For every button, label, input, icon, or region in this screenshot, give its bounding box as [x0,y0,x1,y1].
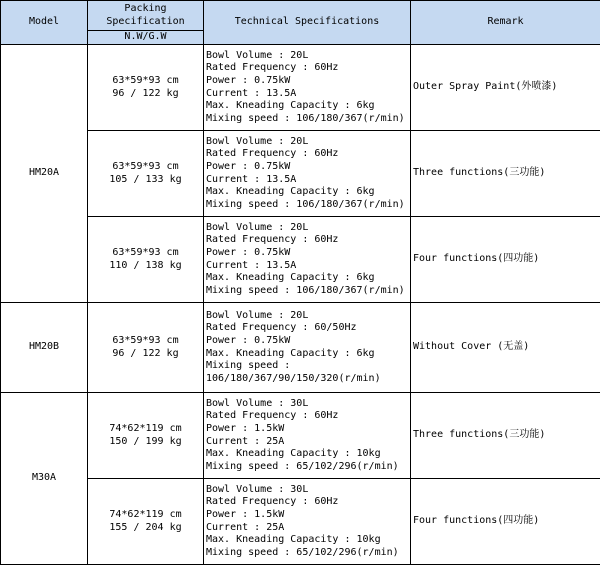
spec-line: Max. Kneading Capacity : 6kg [206,347,375,359]
packing-dimensions: 63*59*93 cm [112,246,179,258]
spec-line: Bowl Volume : 30L [206,483,309,495]
spec-line: Current : 13.5A [206,259,297,271]
spec-line: Current : 25A [206,521,285,533]
spec-line: Bowl Volume : 20L [206,49,309,61]
spec-line: Rated Frequency : 60Hz [206,496,339,508]
tech-spec-cell [204,393,411,479]
packing-dimensions: 63*59*93 cm [112,74,179,86]
remark-cell: Four functions(四功能) [411,217,600,303]
packing-dimensions: 74*62*119 cm [109,508,182,520]
spec-line: Mixing speed : 106/180/367(r/min) [206,284,405,296]
spec-line: Mixing speed : 65/102/296(r/min) [206,460,399,472]
spec-line: Mixing speed : 106/180/367(r/min) [206,198,405,210]
spec-line: Rated Frequency : 60Hz [206,62,339,74]
spec-line: Rated Frequency : 60Hz [206,410,339,422]
header-tech-spec: Technical Specifications [204,1,411,45]
table-row [1,131,600,217]
spec-line: Mixing speed : [206,360,291,372]
packing-cell [88,479,204,565]
spec-line: Max. Kneading Capacity : 10kg [206,448,381,460]
spec-line: Rated Frequency : 60Hz [206,148,339,160]
spec-line: Power : 1.5kW [206,508,285,520]
spec-line: Power : 0.75kW [206,246,291,258]
tech-spec-cell [204,479,411,565]
spec-line: Mixing speed : 65/102/296(r/min) [206,546,399,558]
spec-line: Bowl Volume : 20L [206,135,309,147]
table-row [1,393,600,479]
spec-line: Bowl Volume : 20L [206,221,309,233]
tech-spec-cell [204,303,411,393]
spec-line: Bowl Volume : 30L [206,397,309,409]
packing-weight: 96 / 122 kg [112,87,179,99]
tech-spec-cell [204,217,411,303]
model-cell: M30A [1,393,88,565]
spec-line: Power : 1.5kW [206,422,285,434]
packing-cell [88,131,204,217]
spec-line: Max. Kneading Capacity : 10kg [206,534,381,546]
spec-line: Max. Kneading Capacity : 6kg [206,100,375,112]
packing-dimensions: 63*59*93 cm [112,334,179,346]
packing-cell [88,45,204,131]
packing-cell [88,393,204,479]
packing-dimensions: 63*59*93 cm [112,160,179,172]
packing-cell [88,217,204,303]
packing-weight: 150 / 199 kg [109,435,182,447]
packing-cell [88,303,204,393]
packing-weight: 96 / 122 kg [112,347,179,359]
table-row [1,479,600,565]
table-row [1,217,600,303]
spec-line: Rated Frequency : 60Hz [206,234,339,246]
remark-cell: Without Cover (无盖) [411,303,600,393]
model-cell: HM20A [1,45,88,303]
remark-cell: Outer Spray Paint(外喷漆) [411,45,600,131]
header-model: Model [1,1,88,45]
header-remark: Remark [411,1,600,45]
spec-line: Current : 13.5A [206,87,297,99]
spec-line: Power : 0.75kW [206,74,291,86]
packing-weight: 110 / 138 kg [109,259,182,271]
spec-line: Power : 0.75kW [206,334,291,346]
spec-line: Mixing speed : 106/180/367(r/min) [206,112,405,124]
remark-cell: Three functions(三功能) [411,393,600,479]
spec-line: Current : 13.5A [206,173,297,185]
tech-spec-cell [204,45,411,131]
spec-line: Current : 25A [206,435,285,447]
remark-cell: Four functions(四功能) [411,479,600,565]
spec-line: Max. Kneading Capacity : 6kg [206,272,375,284]
spec-line: 106/180/367/90/150/320(r/min) [206,372,381,384]
spec-line: Max. Kneading Capacity : 6kg [206,186,375,198]
table-body [1,45,600,565]
model-cell: HM20B [1,303,88,393]
spec-line: Bowl Volume : 20L [206,309,309,321]
table-row [1,303,600,393]
packing-dimensions: 74*62*119 cm [109,422,182,434]
header-packing-spec: Packing Specification [88,1,204,31]
spec-line: Power : 0.75kW [206,160,291,172]
table-row [1,45,600,131]
tech-spec-cell [204,131,411,217]
header-packing-sub: N.W/G.W [88,31,204,45]
remark-cell: Three functions(三功能) [411,131,600,217]
packing-weight: 155 / 204 kg [109,521,182,533]
packing-weight: 105 / 133 kg [109,173,182,185]
spec-line: Rated Frequency : 60/50Hz [206,322,357,334]
